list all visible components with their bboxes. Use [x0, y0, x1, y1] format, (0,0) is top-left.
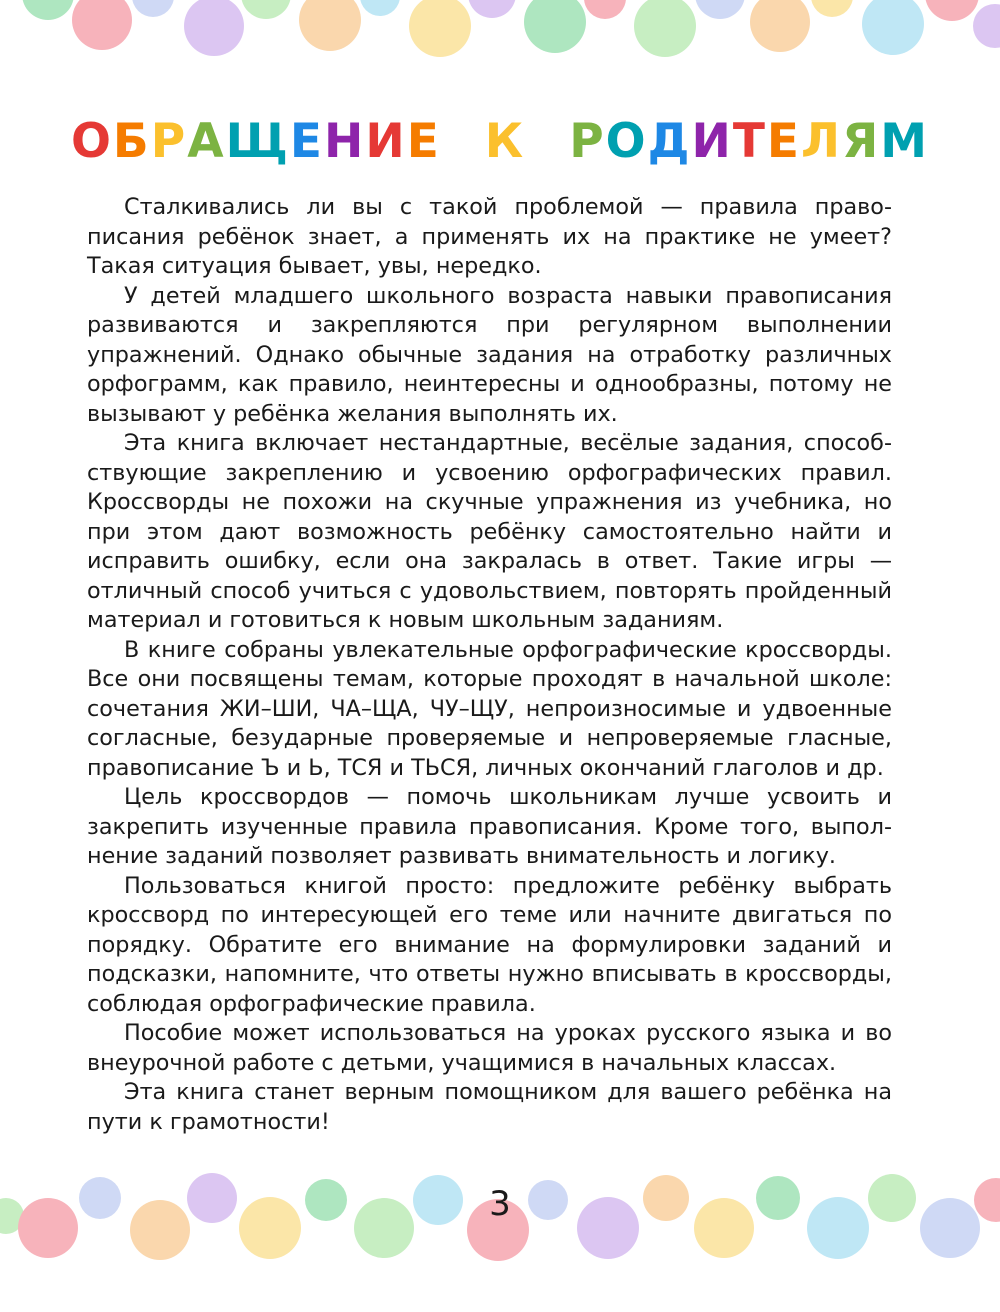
polka-dot [409, 0, 471, 57]
paragraph-3: Эта книга включает нестандартные, весёлые задания, способствующие закреплению и усвоению орфографических правил. Кроссворды не похожи на скучные упражнения из учебника, но при этом дают возможность ребёнку самостоятельно найти и исправить ошибку, если она закралась в ответ. Такие игры — отличный способ учиться с удовольствием, повторять пройденный материал и готовиться к новым школьным заданиям. [87, 430, 892, 633]
title-letter: И [691, 114, 733, 169]
title-letter: Р [569, 114, 606, 169]
polka-dot [750, 0, 810, 52]
polka-dot [360, 0, 400, 16]
paragraph-4: В книге собраны увлекательные орфографические кроссворды. Все они посвящены темам, которые проходят в начальной школе: сочетания ЖИ–ШИ, ЧА–ЩА, ЧУ–ЩУ, непроизносимые и удвоенные согласные, безударные проверяемые и непроверяемые гласные, правописание Ъ и Ь, ТСЯ и ТЬСЯ, личных окончаний глаголов и др. [87, 636, 892, 781]
title-letter: Л [801, 114, 843, 169]
title-letter: Е [766, 114, 802, 169]
title-letter: Д [647, 114, 692, 169]
polka-dot [862, 0, 924, 55]
appeal-text [87, 193, 892, 1137]
title-letter: Р [150, 114, 188, 169]
title-letter: О [70, 114, 113, 169]
polka-dot [72, 0, 132, 50]
polka-dot [299, 0, 361, 51]
title-letter: О [605, 114, 648, 169]
title-letter: Щ [225, 114, 290, 169]
polka-dot [584, 0, 626, 19]
paragraph-7: Пособие может использоваться на уроках русского языка и во внеурочной работе с детьми, учащимися в начальных классах. [87, 1020, 892, 1076]
title-letter: Б [112, 114, 151, 169]
polka-dot [925, 0, 979, 21]
title-letter: Я [842, 114, 881, 169]
polka-dot [22, 0, 74, 20]
polka-dot [811, 0, 853, 17]
page-number: 3 [489, 1184, 511, 1224]
title-letter: И [365, 114, 407, 169]
paragraph-1: Сталкивались ли вы с такой проблемой — правила правописания ребёнок знает, а применять их на практике не умеет? Такая ситуация бывает, увы, нередко. [87, 194, 892, 279]
title-letter: А [187, 114, 226, 169]
paragraph-5: Цель кроссвордов — помочь школьникам лучше усвоить и закрепить изученные правила правописания. Кроме того, выполнение заданий позволяет развивать внимательность и логику. [87, 784, 892, 869]
paragraph-6: Пользоваться книгой просто: предложите ребёнку выбрать кроссворд по интересующей его теме или начните двигаться по порядку. Обратите его внимание на формулировки заданий и подсказки, напомните, что ответы нужно вписывать в кроссворды, соблюдая орфографические правила. [87, 872, 892, 1017]
title-letter: Е [289, 114, 324, 169]
title-letter: Н [324, 114, 366, 169]
title-letter: М [880, 114, 930, 169]
title-letter: Т [732, 114, 767, 169]
polka-dot [524, 0, 586, 53]
title-letter: Е [406, 114, 441, 169]
polka-dot [634, 0, 696, 57]
page-title [0, 112, 1000, 172]
paragraph-2: У детей младшего школьного возраста навыки правописания развиваются и закрепляются при регулярном выполнении упражнений. Однако обычные задания на отработку различных орфограмм, как правило, неинтересны и однообразны, потому не вызывают у ребёнка желания выполнять их. [87, 282, 892, 427]
title-letter: К [484, 114, 526, 169]
polka-dot [695, 0, 745, 19]
polka-dot [973, 4, 1000, 48]
polka-dot [184, 0, 244, 56]
polka-dot [132, 0, 174, 17]
paragraph-8: Эта книга станет верным помощником для вашего ребёнка на пути к грамотности! [87, 1079, 892, 1135]
polka-dot [241, 0, 291, 19]
polka-dot [468, 0, 516, 18]
